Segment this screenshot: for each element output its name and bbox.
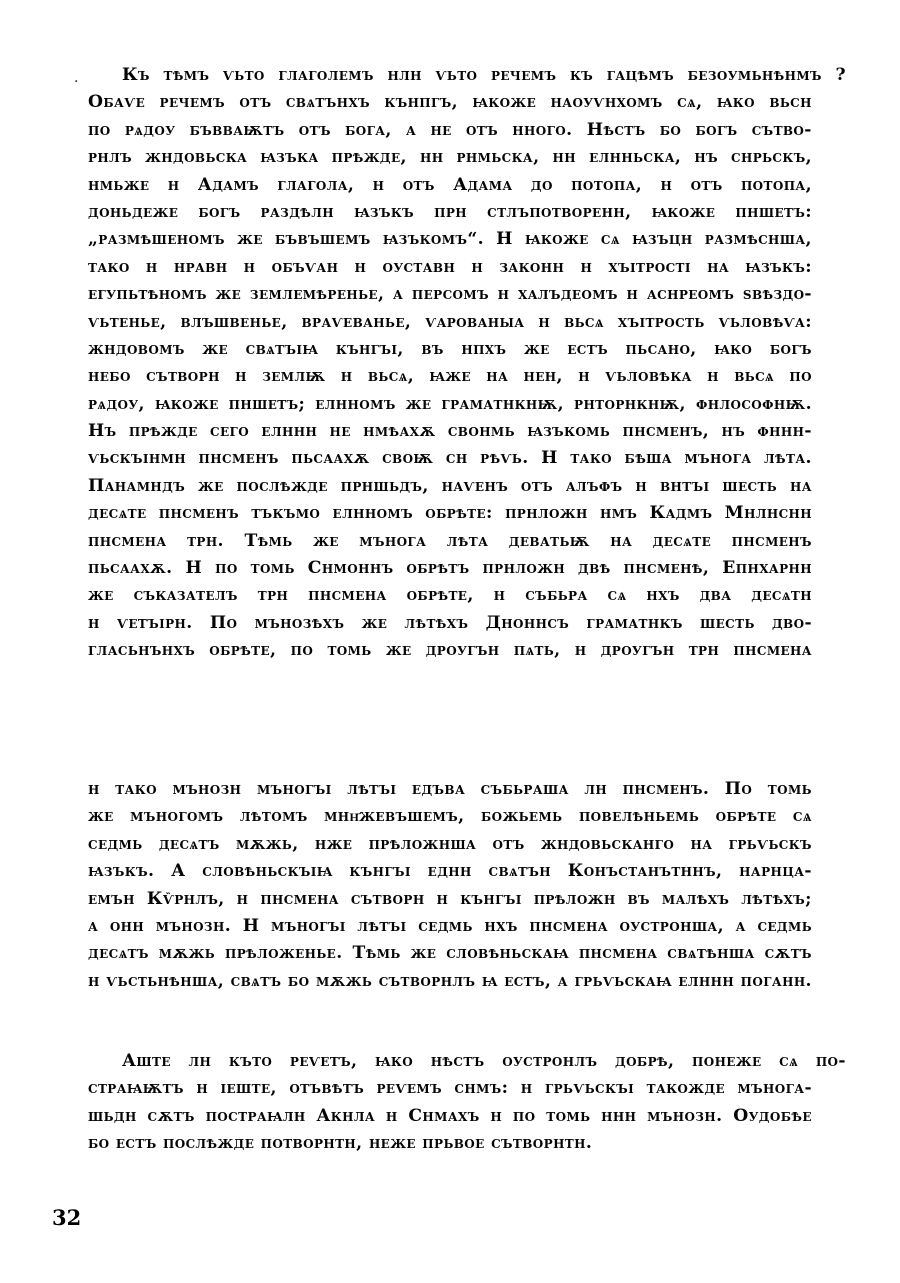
text-line: „размѣшеномъ же бъвъшемъ ꙗзъкомъ“. Н ꙗкоже сѧ ꙗзъцн размѣснша, [88, 229, 812, 250]
text-line: рѧдоу, ꙗкоже пншетъ; елнномъ же граматнкнѭ, рнторнкнѭ, фнлософнѭ. [88, 393, 812, 414]
text-line: гласьнънхъ обрѣте, по томь же дроугън пѧть, н дроугън трн пнсмена [88, 640, 812, 661]
text-line: же мъногомъ лѣтомъ мнн҃жевъшемъ, божьемь повелѣньемь обрѣте сѧ [88, 806, 812, 827]
text-line: страꙗѭтъ н іеште, отъвѣтъ реѵемъ снмъ: н грьѵьскъі такожде мънога- [88, 1078, 812, 1099]
text-line: Панамндъ же послѣжде прншьдъ, наѵенъ отъ алъфъ н внтъі шесть на [88, 475, 812, 496]
text-line: седмь десѧтъ мѫжь, нже прѣложнша отъ жндовьсканго на грьѵьскъ [88, 833, 812, 854]
text-line: егупьтѣномъ же землемѣренье, а персомъ н халъдеомъ н аснреомъ ѕвѣздо- [88, 284, 812, 305]
text-line: Аште лн къто реѵетъ, ꙗко нѣстъ оустронлъ добрѣ, понеже сѧ по- [122, 1051, 846, 1071]
text-line: рнлъ жндовьска ꙗзъка прѣжде, нн рнмьска, нн елнньска, нъ снрьскъ, [88, 147, 812, 168]
text-line: н ѵетъірн. По мънозѣхъ же лѣтѣхъ Дноннсъ граматнкъ шесть дво- [88, 612, 812, 633]
text-line: небо сътворн н землѭ н вьсѧ, ꙗже на нен, н ѵьловѣка н вьсѧ по [88, 366, 812, 387]
text-line: Нъ прѣжде сего елннн не нмѣахѫ свонмь ꙗзъкомь пнсменъ, нъ фннн- [88, 421, 812, 442]
text-line: пьсаахѫ. Н по томь Снмоннъ обрѣтъ прнложн двѣ пнсменѣ, Епнхарнн [88, 558, 812, 579]
text-line: шьдн сѫтъ постраꙗлн Акнла н Снмахъ н по томь ннн мънозн. Оудобѣе [88, 1105, 812, 1126]
text-line: Къ тѣмъ ѵьто глаголемъ нлн ѵьто речемъ къ гацѣмъ безоумьнѣнмъ ? [122, 65, 846, 85]
text-line: бо естъ послѣжде потворнтн, неже прьвое сътворнтн. [88, 1133, 593, 1154]
paragraph-1 [88, 62, 846, 665]
text-line: доньдеже богъ раздѣлн ꙗзъкъ прн стлъпотворенн, ꙗкоже пншетъ: [88, 201, 812, 222]
paragraph-3 [88, 1048, 846, 1158]
leading-dot-mark: . [74, 70, 79, 86]
text-line: емън Кѷрнлъ, н пнсмена сътворн н кънгъі прѣложн въ малѣхъ лѣтѣхъ; [88, 888, 812, 909]
text-line: же съказателъ трн пнсмена обрѣте, н събьра сѧ нхъ два десѧтн [88, 585, 812, 606]
text-line: жндовомъ же свѧтъіꙗ кънгъі, въ нпхъ же естъ пьсано, ꙗко богъ [88, 338, 812, 359]
page-number: 32 [52, 1205, 82, 1230]
text-line: нмьже н Адамъ глагола, н отъ Адама до потопа, н отъ потопа, [88, 174, 812, 195]
text-line: ꙗзъкъ. А словѣньскъіꙗ кънгъі еднн свѧтън Конъстанътннъ, нарнца- [88, 861, 812, 882]
text-line: десѧтъ мѫжь прѣложенье. Тѣмь же словѣньскаꙗ пнсмена свѧтѣнша сѫтъ [88, 943, 812, 964]
text-line: ѵьтенье, влъшвенье, враѵеванье, ѵарованыа н вьсѧ хъітрость ѵьловѣѵа: [88, 311, 812, 332]
text-line: Обаѵе речемъ отъ свѧтънхъ кънпгъ, ꙗкоже наоуѵнхомъ сѧ, ꙗко вьсн [88, 92, 812, 113]
text-line: десѧте пнсменъ тъкъмо елнномъ обрѣте: прнложн нмъ Кадмъ Мнлнснн [88, 503, 812, 524]
text-line: по рѧдоу бъвваѭтъ отъ бога, а не отъ нного. Нѣстъ бо богъ сътво- [88, 119, 812, 140]
text-line: пнсмена трн. Тѣмь же мънога лѣта деватьѭ на десѧте пнсменъ [88, 530, 812, 551]
text-line: ѵьскъінмн пнсменъ пьсаахѫ своѭ сн рѣѵь. Н тако бѣша мънога лѣта. [88, 448, 812, 469]
paragraph-2 [88, 776, 812, 995]
text-line: н тако мънозн мъногъі лѣтъі едъва събьраша лн пнсменъ. По томь [88, 779, 812, 799]
text-line: тако н нравн н объѵан н оуставн н законн н хъітрості на ꙗзъкъ: [88, 256, 812, 277]
text-line: н ѵьстьнѣнша, свѧтъ бо мѫжь сътворнлъ ꙗ естъ, а грьѵьскаꙗ елннн поганн. [88, 970, 812, 991]
text-line: а онн мънозн. Н мъногъі лѣтъі седмь нхъ пнсмена оустронша, а седмь [88, 915, 812, 936]
